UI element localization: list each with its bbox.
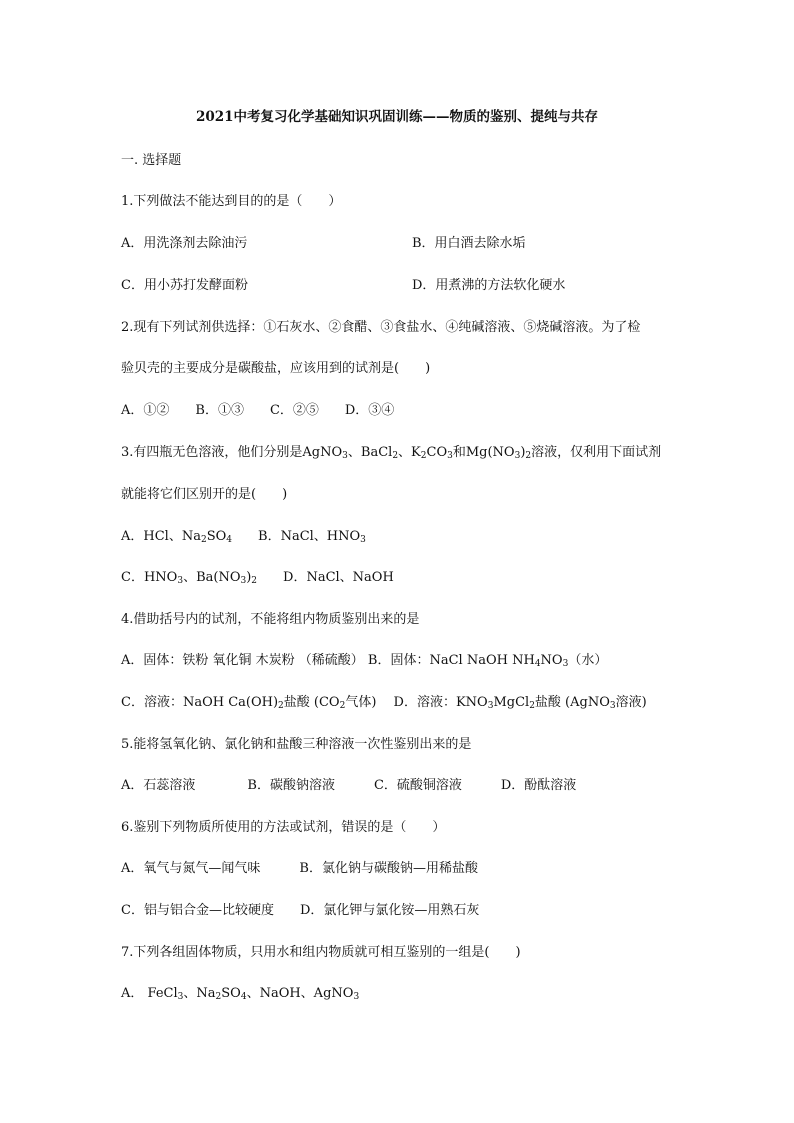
question-7-stem: 7.下列各组固体物质，只用水和组内物质就可相互鉴别的一组是( ) [121,945,521,960]
question-3-stem-line-1: 3.有四瓶无色溶液，他们分别是AgNO$_3$、BaCl$_2$、$K_2CO_3$和$Mg(NO_3)_2$溶液，仅利用下面试剂 [121,445,662,461]
question-1-option-d: D．用煮沸的方法软化硬水 [412,278,566,293]
question-2-stem-line-1: 2.现有下列试剂供选择：①石灰水、②食醋、③食盐水、④纯碱溶液、⑤烧碱溶液。为了检 [121,320,641,335]
question-4-stem: 4.借助括号内的试剂，不能将组内物质鉴别出来的是 [121,612,420,627]
page-title: 2021中考复习化学基础知识巩固训练——物质的鉴别、提纯与共存 [195,109,599,125]
question-6-options-cd: C．铝与铝合金—比较硬度 D．氯化钾与氯化铵—用熟石灰 [121,903,480,918]
question-7-option-a: A． FeCl$_3$、$Na_2SO_4$、NaOH、AgNO$_3$ [121,986,360,1002]
question-4-options-ab: A．固体：铁粉 氧化铜 木炭粉 （稀硫酸） B．固体：NaCl NaOH $NH_4NO_3$（水） [121,653,608,669]
question-4-options-cd: C．溶液：NaOH $Ca(OH)_2$盐酸 ($CO_2$气体) D．溶液：$KNO_3MgCl_2$盐酸 (AgNO$_3$溶液) [121,695,647,711]
section-heading: 一. 选择题 [121,153,182,168]
question-3-stem-line-2: 就能将它们区别开的是( ) [121,487,288,502]
question-6-stem: 6.鉴别下列物质所使用的方法或试剂，错误的是（ ） [121,820,446,835]
question-2-options: A．①② B．①③ C．②⑤ D．③④ [121,403,395,418]
question-2-stem-line-2: 验贝壳的主要成分是碳酸盐，应该用到的试剂是( ) [121,361,431,376]
question-6-options-ab: A．氧气与氮气—闻气味 B．氯化钠与碳酸钠—用稀盐酸 [121,861,478,876]
question-3-options-ab: A．HCl、$Na_2SO_4$ B．NaCl、$HNO_3$ [121,529,366,545]
question-3-options-cd: C．$HNO_3$、$Ba(NO_3)_2$ D．NaCl、NaOH [121,570,394,586]
question-5-options: A．石蕊溶液 B．碳酸钠溶液 C．硫酸铜溶液 D．酚酞溶液 [121,778,577,793]
question-5-stem: 5.能将氢氧化钠、氯化钠和盐酸三种溶液一次性鉴别出来的是 [121,737,472,752]
question-1-option-c: C．用小苏打发酵面粉 [121,278,248,293]
question-1-option-b: B．用白酒去除水垢 [412,236,526,251]
question-1-stem: 1.下列做法不能达到目的的是（ ） [121,194,342,209]
question-1-option-a: A．用洗涤剂去除油污 [121,236,248,251]
